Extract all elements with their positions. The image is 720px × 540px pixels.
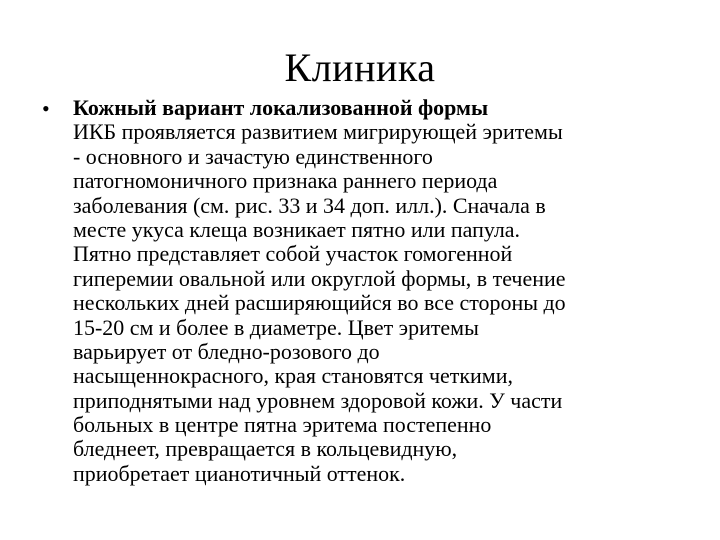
bullet-line: бледнеет, превращается в кольцевидную, bbox=[73, 436, 458, 462]
bullet-text bbox=[73, 96, 713, 486]
bullet-line: Пятно представляет собой участок гомогенной bbox=[73, 241, 513, 267]
slide-title-text: Клиника bbox=[284, 45, 436, 90]
slide-title bbox=[0, 44, 720, 92]
bullet-line: патогномоничного признака раннего периода bbox=[73, 168, 498, 194]
bullet-line: месте укуса клеща возникает пятно или папула. bbox=[73, 216, 521, 242]
bullet-line: гиперемии овальной или округлой формы, в течение bbox=[73, 265, 566, 291]
bullet-line: насыщеннокрасного, края становятся четкими, bbox=[73, 363, 513, 389]
bullet-line: варьирует от бледно-розового до bbox=[73, 338, 380, 364]
bullet-line: приобретает цианотичный оттенок. bbox=[73, 460, 406, 486]
bullet-line: 15-20 см и более в диаметре. Цвет эритемы bbox=[73, 314, 479, 340]
bullet-line: ИКБ проявляется развитием мигрирующей эритемы bbox=[73, 119, 563, 145]
bullet-lead: Кожный вариант локализованной формы bbox=[73, 95, 489, 120]
bullet-line: приподнятыми над уровнем здоровой кожи. У части bbox=[73, 387, 563, 413]
bullet-line: заболевания (см. рис. 33 и 34 доп. илл.). Сначала в bbox=[73, 192, 546, 218]
bullet-line: - основного и зачастую единственного bbox=[73, 143, 433, 169]
bullet-line: больных в центре пятна эритема постепенно bbox=[73, 412, 492, 438]
bullet-line: нескольких дней расширяющийся во все стороны до bbox=[73, 290, 566, 316]
bullet-icon: • bbox=[42, 96, 50, 121]
